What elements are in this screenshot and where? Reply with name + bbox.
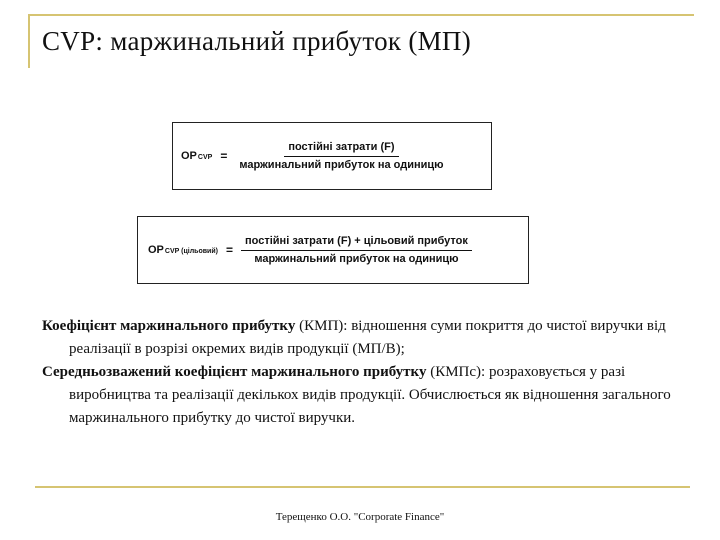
equals-sign: = (220, 149, 228, 163)
equals-sign: = (226, 243, 234, 257)
denominator: маржинальний прибуток на одиницю (239, 158, 444, 171)
slide-title: CVP: маржинальний прибуток (МП) (42, 26, 472, 56)
lhs-symbol: ОР (148, 244, 164, 256)
numerator: постійні затрати (F) + цільовий прибуток (241, 235, 472, 251)
formula-lhs (181, 150, 212, 162)
top-rule (28, 14, 694, 16)
formula-target-profit (137, 216, 529, 284)
fraction (235, 141, 447, 172)
left-rule (28, 14, 30, 68)
term: Середньозважений коефіцієнт маржинального прибутку (42, 364, 427, 380)
definition: (КМП): відношення суми покриття до чистої виручки від реалізації в розрізі окремих видів продукції (МП/В); (69, 318, 666, 357)
paragraph-kmp (42, 315, 682, 361)
lhs-subscript: CVP (197, 154, 213, 161)
definition: (КМПс): розраховується у разі виробництва та реалізації декількох видів продукції. Обчислюється як відношення загального маржинального прибутку до чистої виручки. (69, 364, 671, 426)
denominator: маржинальний прибуток на одиницю (254, 252, 459, 265)
fraction (241, 235, 472, 266)
lhs-symbol: ОР (181, 150, 197, 162)
lhs-subscript-target: (цільовий) (181, 248, 218, 255)
paragraph-kmpc (42, 361, 682, 430)
lhs-subscript (165, 248, 218, 255)
body-text (42, 315, 682, 430)
term: Коефіцієнт маржинального прибутку (42, 318, 296, 334)
formula-lhs (148, 244, 218, 256)
lhs-subscript-cvp: CVP (164, 248, 180, 255)
numerator: постійні затрати (F) (284, 141, 398, 157)
formula-breakeven (172, 122, 492, 190)
footer: Терещенко О.О. "Corporate Finance" (275, 511, 445, 523)
bottom-rule (35, 486, 690, 488)
